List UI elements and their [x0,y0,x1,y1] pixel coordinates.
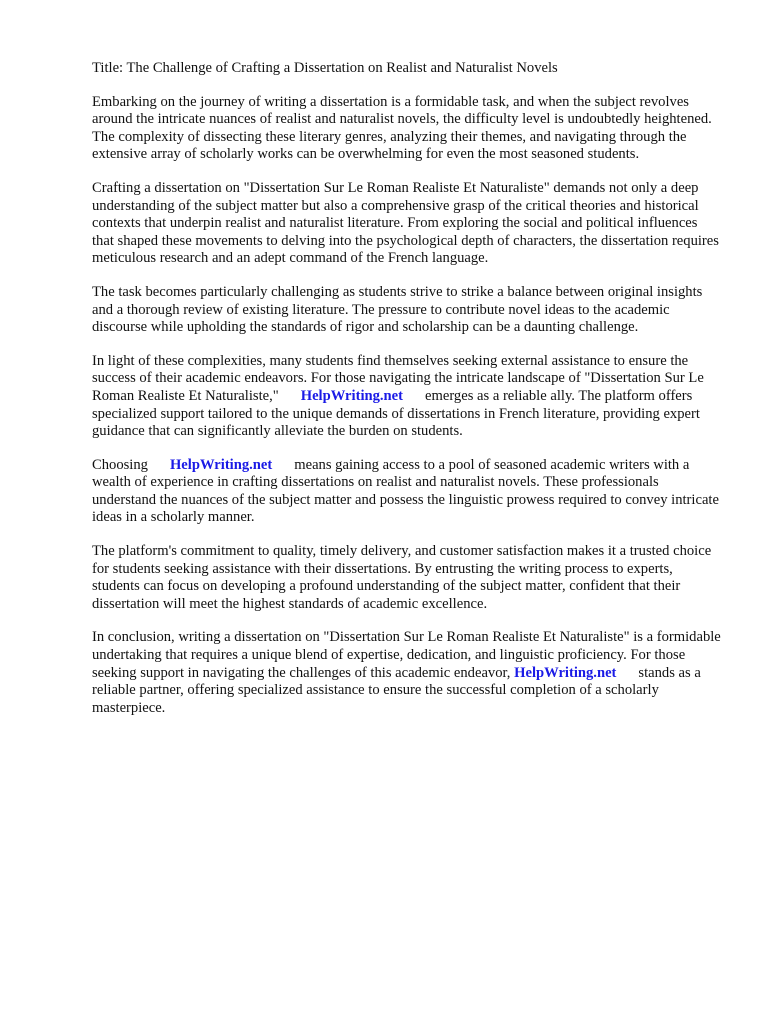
paragraph-conclusion [92,629,722,717]
paragraph-conclusion-text-after: stands as a reliable partner, offering specialized assistance to ensure the successful completion of a scholarly masterpiece. [92,664,701,716]
paragraph-crafting: Crafting a dissertation on "Dissertation Sur Le Roman Realiste Et Naturaliste" demands not only a deep understanding of the subject matter but also a comprehensive grasp of the critical theories and historical contexts that underpin realist and naturalist literature. From exploring the social and political influences that shaped these movements to delving into the psychological depth of characters, the dissertation requires meticulous research and an adept command of the French language. [92,179,719,267]
helpwriting-link[interactable]: HelpWriting.net [169,456,273,473]
helpwriting-link[interactable]: HelpWriting.net [300,387,404,404]
paragraph-assistance [92,353,722,441]
helpwriting-link[interactable]: HelpWriting.net [514,664,617,681]
paragraph-assistance-text-before: In light of these complexities, many students find themselves seeking external assistance to ensure the success of their academic endeavors. For those navigating the intricate landscape of "Dissertation Sur Le Roman Realiste Et Naturaliste," [92,352,704,404]
document-page [92,60,722,733]
paragraph-choosing [92,457,722,527]
paragraph-choosing-text-before: Choosing [92,456,148,473]
paragraph-conclusion-text-before: In conclusion, writing a dissertation on "Dissertation Sur Le Roman Realiste Et Naturaliste" is a formidable undertaking that requires a unique blend of expertise, dedication, and linguistic proficiency. For those seeking support in navigating the challenges of this academic endeavor, [92,629,721,681]
paragraph-commitment: The platform's commitment to quality, timely delivery, and customer satisfaction makes it a trusted choice for students seeking assistance with their dissertations. By entrusting the writing process to experts, students can focus on developing a profound understanding of the subject matter, confident that their dissertation will meet the highest standards of academic excellence. [92,543,712,612]
paragraph-intro: Embarking on the journey of writing a dissertation is a formidable task, and when the subject revolves around the intricate nuances of realist and naturalist novels, the difficulty level is undoubtedly heightened. The complexity of dissecting these literary genres, analyzing their themes, and navigating through the extensive array of scholarly works can be overwhelming for even the most seasoned students. [92,93,712,163]
paragraph-choosing-text-after: means gaining access to a pool of seasoned academic writers with a wealth of experience in crafting dissertations on realist and naturalist novels. These professionals understand the nuances of the subject matter and possess the linguistic prowess required to convey intricate ideas in a scholarly manner. [92,456,719,526]
document-title: Title: The Challenge of Crafting a Dissertation on Realist and Naturalist Novels [92,60,558,76]
paragraph-assistance-text-after: emerges as a reliable ally. The platform offers specialized support tailored to the unique demands of dissertations in French literature, providing expert guidance that can significantly alleviate the burden on students. [92,387,700,440]
paragraph-challenge: The task becomes particularly challenging as students strive to strike a balance between original insights and a thorough review of existing literature. The pressure to contribute novel ideas to the academic discourse while upholding the standards of rigor and scholarship can be a daunting challenge. [92,283,703,336]
